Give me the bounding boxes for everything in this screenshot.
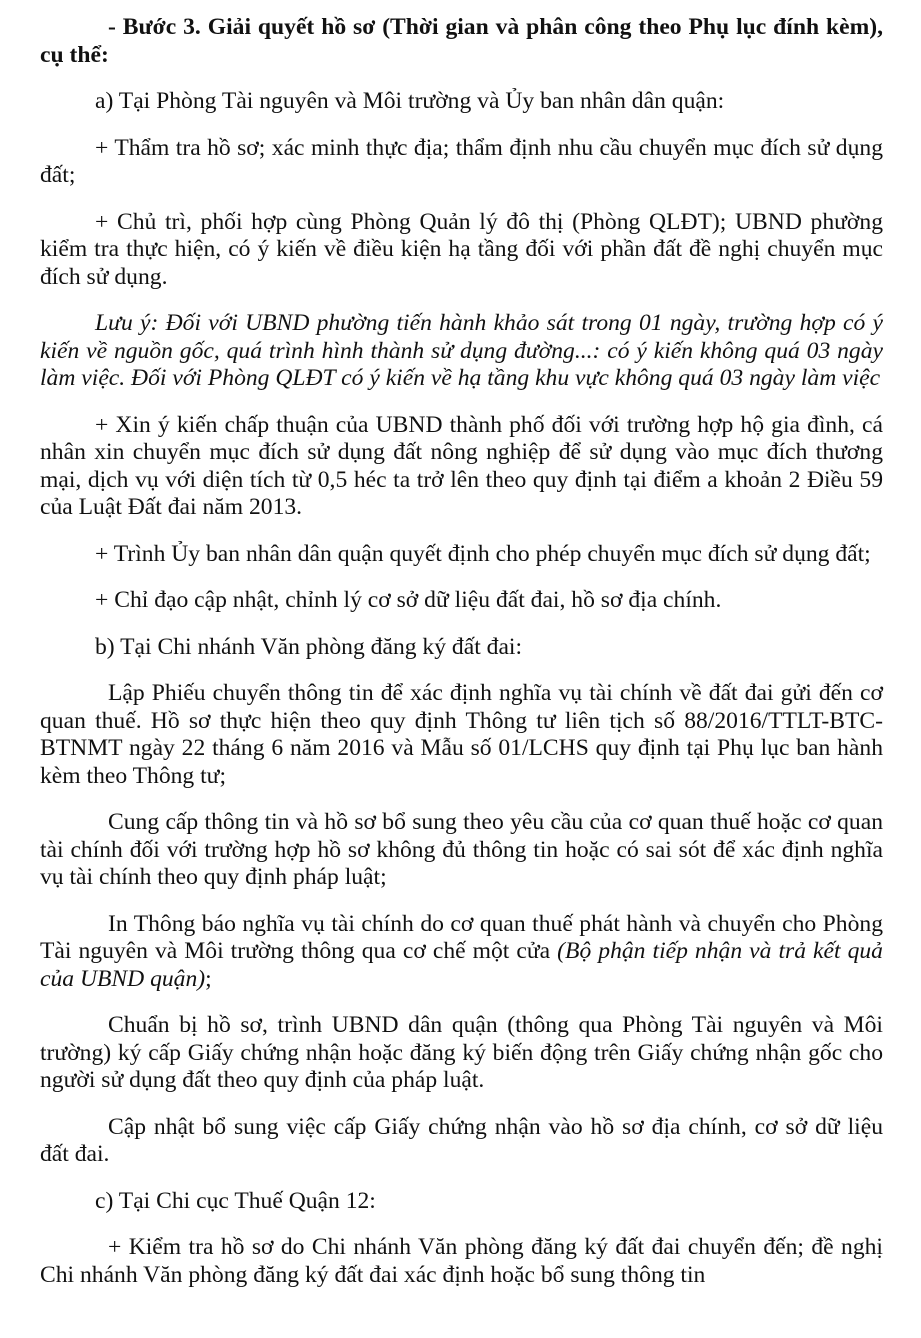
paragraph: + Kiểm tra hồ sơ do Chi nhánh Văn phòng đăng ký đất đai chuyển đến; đề nghị Chi nhánh Văn phòng đăng ký đất đai xác định hoặc bổ sung thông tin: [40, 1234, 883, 1288]
paragraph-text: In Thông báo nghĩa vụ tài chính do cơ quan thuế phát hành và chuyển cho Phòng Tài nguyên và Môi trường thông qua cơ chế một cửa: [40, 910, 883, 964]
section-c-heading: c) Tại Chi cục Thuế Quận 12:: [95, 1187, 376, 1214]
paragraph: Chuẩn bị hồ sơ, trình UBND dân quận (thông qua Phòng Tài nguyên và Môi trường) ký cấp Giấy chứng nhận hoặc đăng ký biến động trên Giấy chứng nhận gốc cho người sử dụng đất theo quy định của pháp luật.: [40, 1012, 883, 1093]
paragraph: + Chỉ đạo cập nhật, chỉnh lý cơ sở dữ liệu đất đai, hồ sơ địa chính.: [95, 587, 722, 613]
paragraph-tail: ;: [205, 965, 212, 992]
step-3-heading: - Bước 3. Giải quyết hồ sơ (Thời gian và phân công theo Phụ lục đính kèm), cụ thể:: [40, 14, 883, 68]
paragraph: + Trình Ủy ban nhân dân quận quyết định cho phép chuyển mục đích sử dụng đất;: [95, 540, 871, 567]
paragraph: Cập nhật bổ sung việc cấp Giấy chứng nhận vào hồ sơ địa chính, cơ sở dữ liệu đất đai.: [40, 1113, 883, 1167]
paragraph-with-italic: [40, 911, 883, 994]
italic-phrase: (Bộ phận tiếp nhận và trả kết quả của UBND quận): [40, 938, 883, 992]
paragraph: + Thẩm tra hồ sơ; xác minh thực địa; thẩm định nhu cầu chuyển mục đích sử dụng đất;: [40, 134, 883, 188]
paragraph: Lập Phiếu chuyển thông tin để xác định nghĩa vụ tài chính về đất đai gửi đến cơ quan thuế. Hồ sơ thực hiện theo quy định Thông tư liên tịch số 88/2016/TTLT-BTC-BTNMT ngày 22 tháng 6 năm 2016 và Mẫu số 01/LCHS quy định tại Phụ lục ban hành kèm theo Thông tư;: [40, 680, 883, 789]
section-a-heading: a) Tại Phòng Tài nguyên và Môi trường và Ủy ban nhân dân quận:: [95, 88, 725, 114]
paragraph: + Xin ý kiến chấp thuận của UBND thành phố đối với trường hợp hộ gia đình, cá nhân xin chuyển mục đích sử dụng đất nông nghiệp để sử dụng vào mục đích thương mại, dịch vụ với diện tích từ 0,5 héc ta trở lên theo quy định tại điểm a khoản 2 Điều 59 của Luật Đất đai năm 2013.: [40, 411, 883, 520]
paragraph: Cung cấp thông tin và hồ sơ bổ sung theo yêu cầu của cơ quan thuế hoặc cơ quan tài chính đối với trường hợp hồ sơ không đủ thông tin hoặc có sai sót để xác định nghĩa vụ tài chính theo quy định pháp luật;: [40, 809, 883, 890]
section-b-heading: b) Tại Chi nhánh Văn phòng đăng ký đất đai:: [95, 633, 523, 660]
paragraph: + Chủ trì, phối hợp cùng Phòng Quản lý đô thị (Phòng QLĐT); UBND phường kiểm tra thực hiện, có ý kiến về điều kiện hạ tầng đối với phần đất đề nghị chuyển mục đích sử dụng.: [40, 208, 883, 290]
note-paragraph: Lưu ý: Đối với UBND phường tiến hành khảo sát trong 01 ngày, trường hợp có ý kiến về nguồn gốc, quá trình hình thành sử dụng đường...: có ý kiến không quá 03 ngày làm việc. Đối với Phòng QLĐT có ý kiến về hạ tầng khu vực không quá 03 ngày làm việc: [40, 310, 883, 391]
